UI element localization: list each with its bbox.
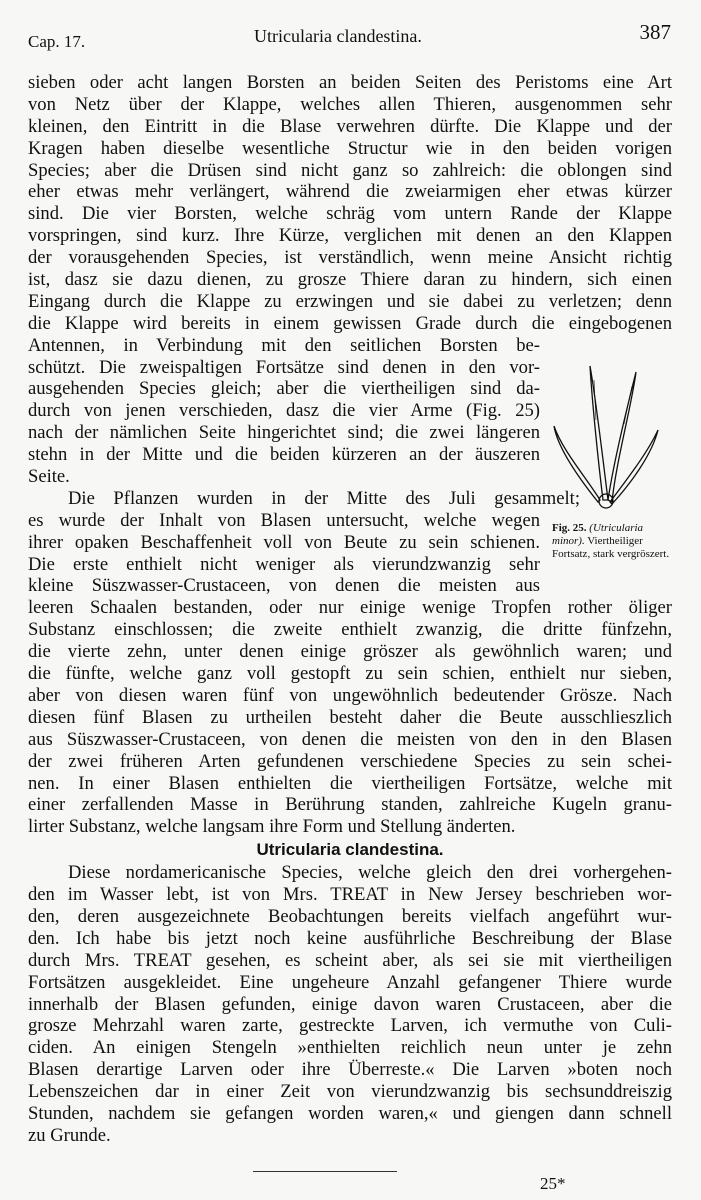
text-line: innerhalb der Blasen gefunden, einige davon waren Crustaceen, aber die [28,993,672,1015]
text-line: aber von diesen waren fünf von ungewöhnlich bedeutender Grösze. Nach [28,684,672,706]
text-line: stehn in der Mitte und die beiden kürzeren an der äuszeren [28,444,540,466]
text-line: ausgehenden Species gleich; aber die viertheiligen sind da- [28,378,540,400]
running-head [28,18,671,51]
text-line: schützt. Die zweispaltigen Fortsätze sind denen in den vor- [28,356,540,378]
text-line: ciden. An einigen Stengeln »enthielten reichlich neun unter je zehn [28,1037,672,1059]
arm-inner-right [608,372,636,502]
text-line: nen. In einer Blasen enthielten die viertheiligen Fortsätze, welche mit [28,772,672,794]
text-line: diesen fünf Blasen zu urtheilen besteht daher die Beute ausschlieszlich [28,706,672,728]
text-line: kleinen, den Eintritt in die Blase verwehren dürfte. Die Klappe und der [28,115,672,137]
text-line: ist, dasz sie dazu dienen, zu grosze Thiere daran zu hindern, sich einen [28,269,672,291]
text-line: Substanz einschlossen; die zweite enthielt zwanzig, die dritte fünfzehn, [28,619,672,641]
text-line: durch Mrs. TREAT gesehen, es scheint aber, als sei sie mit viertheiligen [28,949,672,971]
caption-species: (Utricularia minor). [552,522,644,547]
text-line: leeren Schaalen bestanden, oder nur einige wenige Tropfen rother öliger [28,597,672,619]
caption-number: Fig. 25. [552,522,587,534]
text-line: die Klappe wird bereits in einem gewissen Grade durch die eingebogenen [28,312,672,334]
footer-rule [253,1171,397,1172]
page-number: 387 [639,20,671,44]
text-line: der vorausgehenden Species, ist verständlich, wenn meine Ansicht richtig [28,247,672,269]
text-line: grosze Mehrzahl waren zarte, gestreckte Larven, ich vermuthe von Culi- [28,1015,672,1037]
text-line: aus Süszwasser-Crustaceen, von denen die meisten von den in den Blasen [28,728,672,750]
text-line: durch von jenen verschieden, dasz die vier Arme (Fig. 25) [28,400,540,422]
text-line: ihrer opaken Beschaffenheit voll von Beute zu sein schienen. [28,531,540,553]
text-line: nach der nämlichen Seite hingerichtet sind; die zwei längeren [28,422,540,444]
text-line: Stunden, nachdem sie gefangen worden waren,« und giengen dann schnell [28,1102,672,1124]
section-heading: Utricularia clandestina. [256,840,444,860]
text-line: eher etwas mehr verlängert, während die zweiarmigen eher etwas kürzer [28,181,672,203]
text-line: Diese nordamericanische Species, welche gleich den drei vorhergehen- [68,862,672,884]
text-line: Species; aber die Drüsen sind nicht ganz so zahlreich: die oblongen sind [28,159,672,181]
text-line: den. Ich habe bis jetzt noch keine ausführliche Beschreibung der Blase [28,927,672,949]
arm-outer-left [554,426,600,502]
main-text [28,72,672,1147]
caption-text: Viertheiliger Fortsatz, stark vergröszert. [552,535,670,560]
text-line: lirter Substanz, welche langsam ihre Form und Stellung änderten. [28,816,516,838]
chapter-label: Cap. 17. [28,32,86,51]
text-line: Die erste enthielt nicht weniger als vierundzwanzig sehr [28,553,540,575]
paragraph-group-2 [28,862,672,1147]
text-line: vorspringen, sind kurz. Ihre Kürze, verglichen mit denen an den Klappen [28,225,672,247]
text-line: den im Wasser lebt, ist von Mrs. TREAT in New Jersey beschrieben wor- [28,884,672,906]
text-line: Eingang durch die Klappe zu erzwingen und sie dabei zu verletzen; denn [28,290,672,312]
text-line: sieben oder acht langen Borsten an beiden Seiten des Peristoms eine Art [28,72,672,93]
text-line: Blasen derartige Larven oder ihre Überreste.« Die Larven »boten noch [28,1059,672,1081]
figure-quadrifid-process [548,360,666,510]
text-line: sind. Die vier Borsten, welche schräg vom untern Rande der Klappe [28,203,672,225]
text-line: einer zerfallenden Masse in Berührung standen, zahlreiche Kugeln granu- [28,794,672,816]
text-line: es wurde der Inhalt von Blasen untersucht, welche wegen [28,509,540,531]
text-line: Fortsätzen ausgekleidet. Eine ungeheure Anzahl gefangener Thiere wurde [28,971,672,993]
text-line: den, deren ausgezeichnete Beobachtungen bereits vielfach angeführt wur- [28,905,672,927]
text-line: die vierte zehn, unter denen einige gröszer als gewöhnlich waren; und [28,641,672,663]
text-line: Lebenszeichen dar in einer Zeit von vierundzwanzig bis sechsunddreiszig [28,1081,672,1103]
text-line: von Netz über der Klappe, welches allen Thieren, ausgenommen sehr [28,93,672,115]
arm-inner-left [590,366,608,500]
signature-mark: 25* [540,1174,566,1193]
text-line: zu Grunde. [28,1124,111,1146]
text-line: die fünfte, welche ganz voll gestopft zu sein schien, enthielt nur sieben, [28,663,672,685]
text-line: Die Pflanzen wurden in der Mitte des Juli gesammelt; [68,487,580,509]
text-line: kleine Süszwasser-Crustaceen, von denen die meisten aus [28,575,540,597]
text-line: Antennen, in Verbindung mit den seitlichen Borsten be- [28,334,540,356]
text-line: der zwei früheren Arten gefundenen verschiedene Species zu sein schei- [28,750,672,772]
running-title: Utricularia clandestina. [254,26,422,46]
text-line: Kragen haben dieselbe wesentliche Structur wie in den beiden vorigen [28,137,672,159]
text-line: Seite. [28,466,70,488]
figure-caption [552,522,672,561]
